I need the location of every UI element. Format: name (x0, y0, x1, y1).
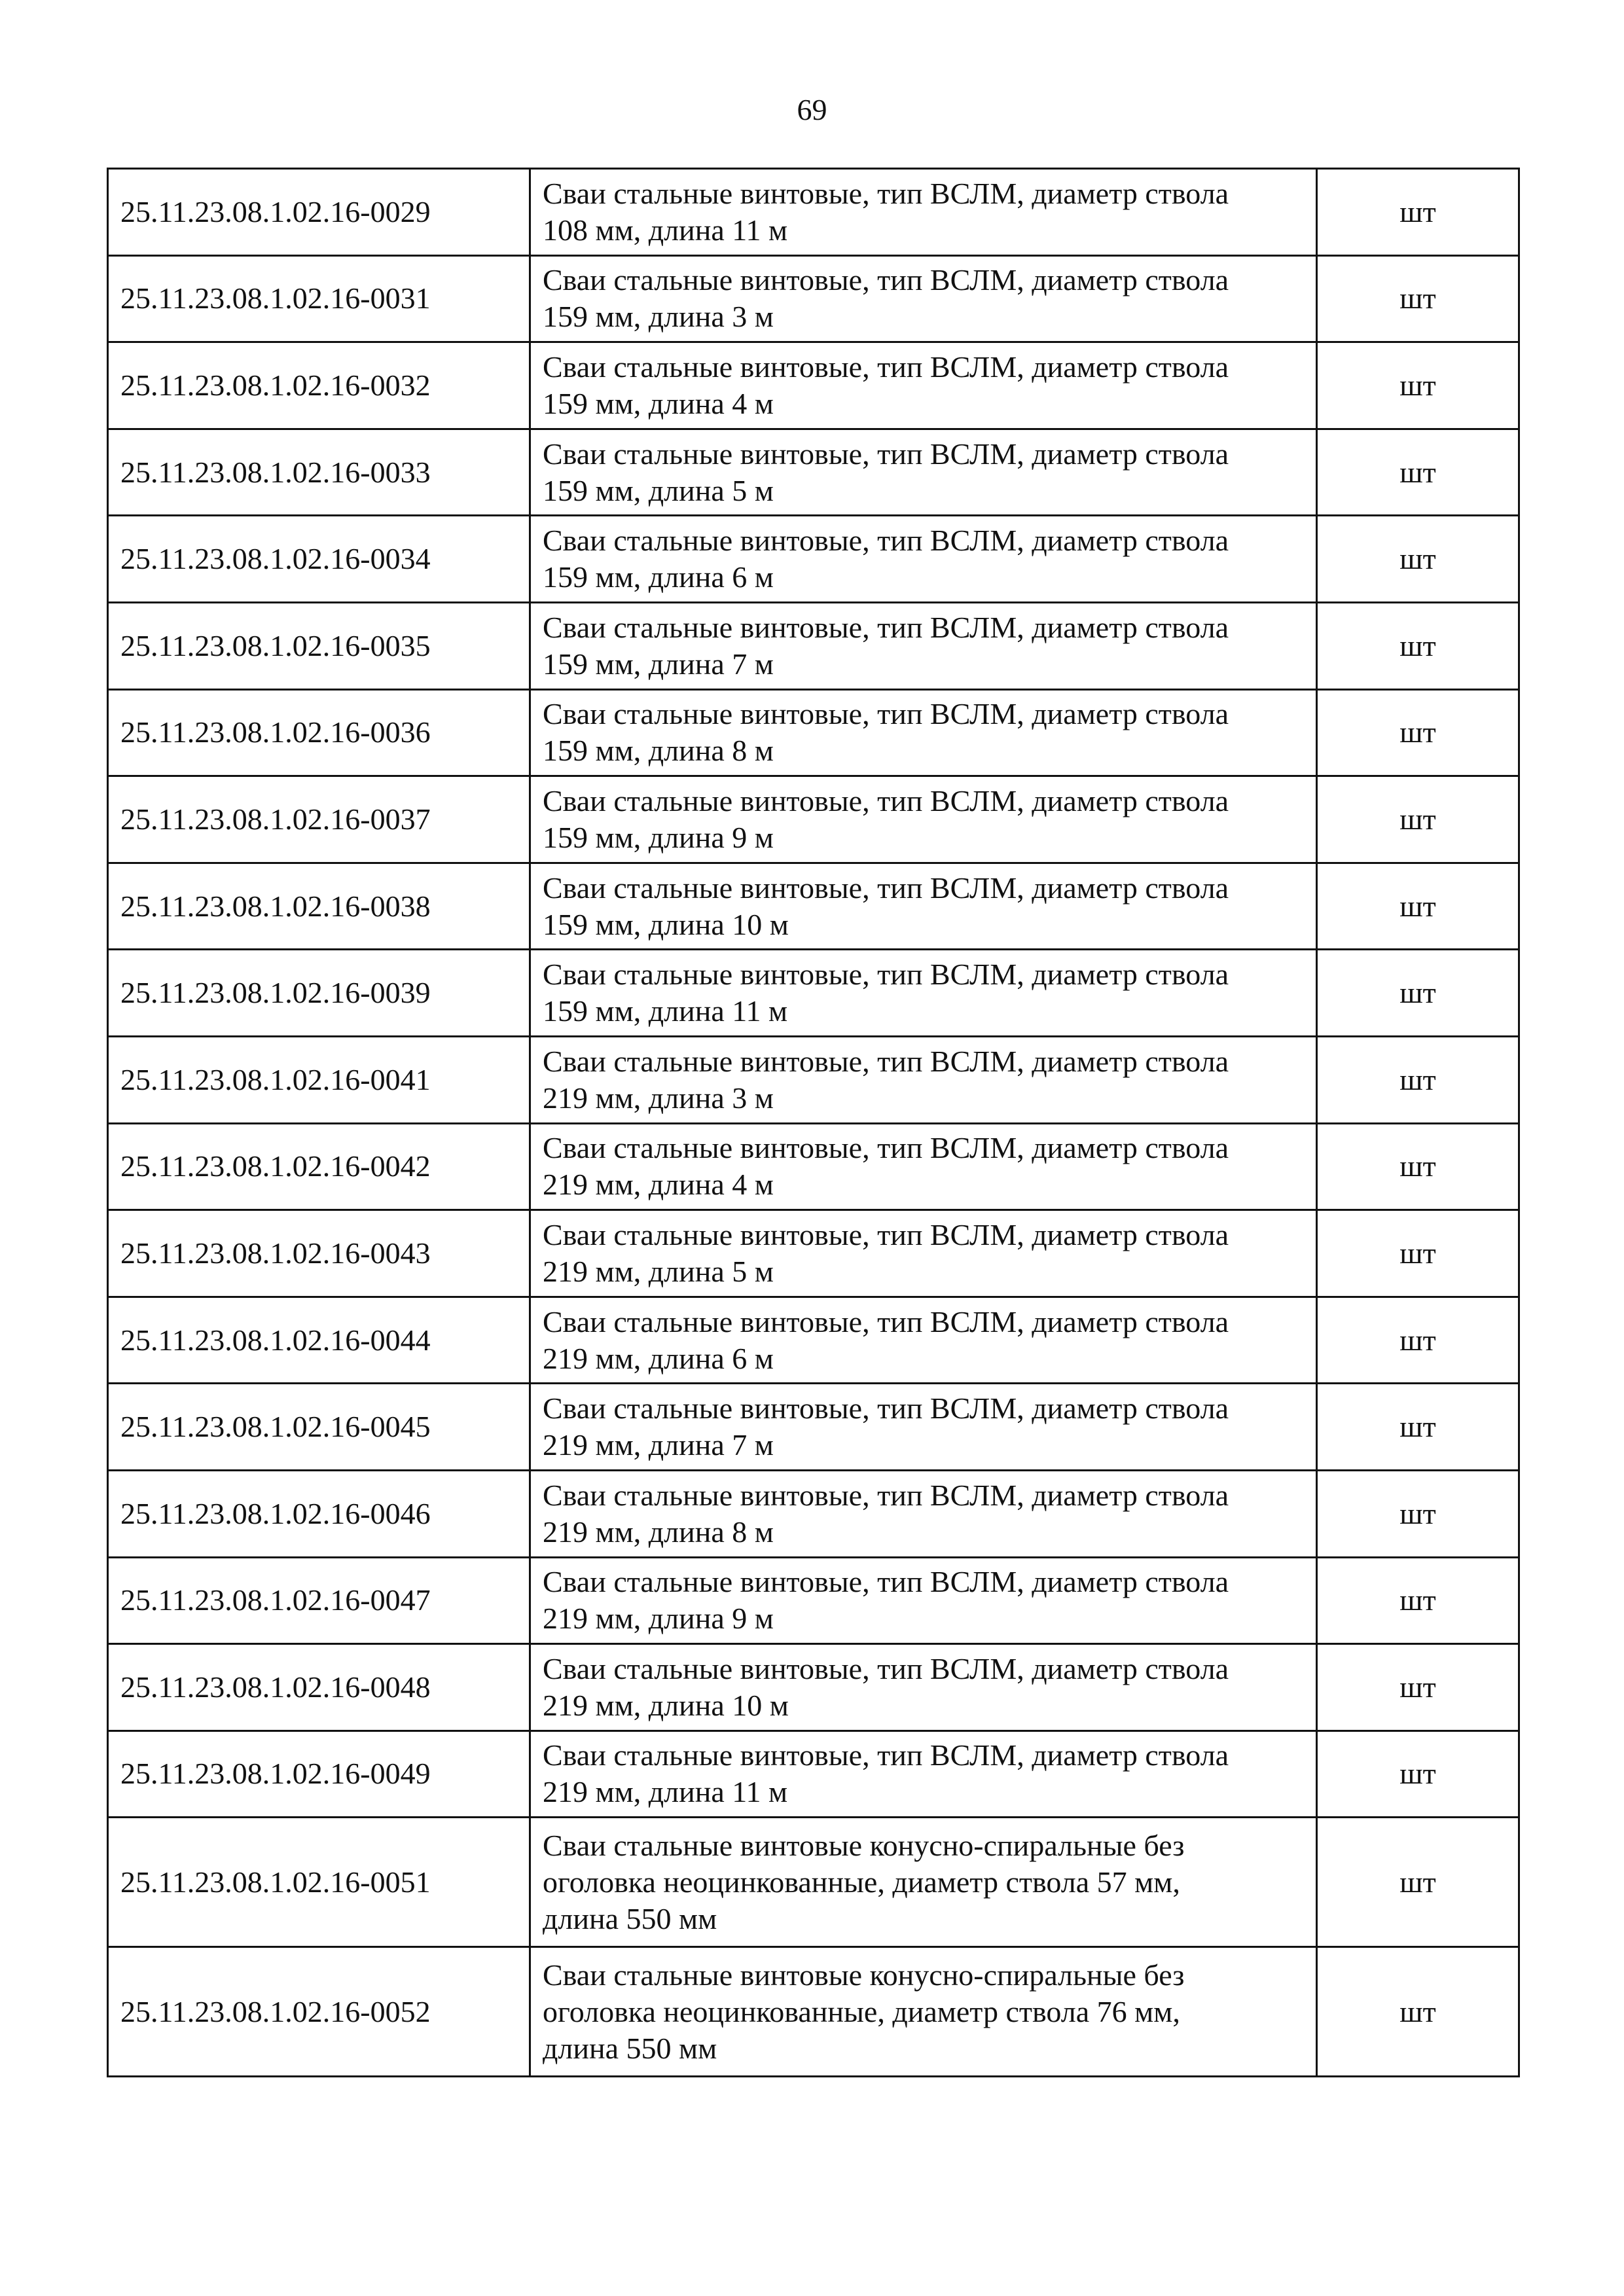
description-line: Сваи стальные винтовые, тип ВСЛМ, диаметр ствола (543, 1304, 1229, 1338)
description-line: оголовка неоцинкованные, диаметр ствола 57 мм, (543, 1865, 1180, 1899)
table-body (108, 169, 1519, 2077)
item-code: 25.11.23.08.1.02.16-0032 (108, 342, 530, 429)
item-code: 25.11.23.08.1.02.16-0052 (108, 1947, 530, 2077)
description-line: Сваи стальные винтовые, тип ВСЛМ, диаметр ствола (543, 1478, 1229, 1512)
description-line: 219 мм, длина 10 м (543, 1688, 789, 1722)
item-code: 25.11.23.08.1.02.16-0048 (108, 1644, 530, 1731)
description-line: длина 550 мм (543, 2031, 717, 2065)
item-description (530, 516, 1317, 603)
description-line: Сваи стальные винтовые, тип ВСЛМ, диаметр ствола (543, 524, 1229, 558)
item-description (530, 1384, 1317, 1471)
description-line: Сваи стальные винтовые конусно-спиральные без (543, 1828, 1185, 1862)
item-unit: шт (1317, 1297, 1519, 1384)
item-code: 25.11.23.08.1.02.16-0042 (108, 1123, 530, 1210)
item-code: 25.11.23.08.1.02.16-0033 (108, 429, 530, 516)
item-description (530, 1731, 1317, 1818)
item-unit: шт (1317, 1644, 1519, 1731)
item-description (530, 1947, 1317, 2077)
item-description (530, 950, 1317, 1037)
table-row (108, 1557, 1519, 1644)
description-line: Сваи стальные винтовые, тип ВСЛМ, диаметр ствола (543, 263, 1229, 297)
description-line: Сваи стальные винтовые, тип ВСЛМ, диаметр ствола (543, 1217, 1229, 1251)
item-code: 25.11.23.08.1.02.16-0045 (108, 1384, 530, 1471)
table-row (108, 776, 1519, 863)
item-code: 25.11.23.08.1.02.16-0044 (108, 1297, 530, 1384)
table-row (108, 1731, 1519, 1818)
description-line: Сваи стальные винтовые, тип ВСЛМ, диаметр ствола (543, 437, 1229, 471)
description-line: 219 мм, длина 6 м (543, 1341, 774, 1375)
table-row (108, 1210, 1519, 1297)
item-unit: шт (1317, 1123, 1519, 1210)
item-code: 25.11.23.08.1.02.16-0046 (108, 1470, 530, 1557)
item-description (530, 342, 1317, 429)
item-description (530, 429, 1317, 516)
table-row (108, 1036, 1519, 1123)
description-line: длина 550 мм (543, 1901, 717, 1935)
item-unit: шт (1317, 863, 1519, 950)
item-unit: шт (1317, 1731, 1519, 1818)
table-row (108, 1297, 1519, 1384)
description-line: 159 мм, длина 9 м (543, 820, 774, 854)
description-line: Сваи стальные винтовые конусно-спиральные без (543, 1958, 1185, 1992)
description-line: Сваи стальные винтовые, тип ВСЛМ, диаметр ствола (543, 350, 1229, 384)
item-unit: шт (1317, 1557, 1519, 1644)
item-code: 25.11.23.08.1.02.16-0029 (108, 169, 530, 256)
item-code: 25.11.23.08.1.02.16-0047 (108, 1557, 530, 1644)
description-line: Сваи стальные винтовые, тип ВСЛМ, диаметр ствола (543, 870, 1229, 905)
description-line: 219 мм, длина 9 м (543, 1602, 774, 1636)
item-unit: шт (1317, 429, 1519, 516)
item-unit: шт (1317, 169, 1519, 256)
item-description (530, 169, 1317, 256)
table-row (108, 1470, 1519, 1557)
table-row (108, 1818, 1519, 1947)
item-code: 25.11.23.08.1.02.16-0039 (108, 950, 530, 1037)
description-line: 219 мм, длина 5 м (543, 1254, 774, 1288)
item-unit: шт (1317, 516, 1519, 603)
item-description (530, 1557, 1317, 1644)
item-description (530, 255, 1317, 342)
item-code: 25.11.23.08.1.02.16-0035 (108, 602, 530, 689)
item-description (530, 863, 1317, 950)
table-row (108, 1644, 1519, 1731)
description-line: 159 мм, длина 4 м (543, 386, 774, 420)
description-line: Сваи стальные винтовые, тип ВСЛМ, диаметр ствола (543, 783, 1229, 817)
item-description (530, 776, 1317, 863)
item-code: 25.11.23.08.1.02.16-0036 (108, 689, 530, 776)
item-unit: шт (1317, 950, 1519, 1037)
item-code: 25.11.23.08.1.02.16-0034 (108, 516, 530, 603)
item-code: 25.11.23.08.1.02.16-0043 (108, 1210, 530, 1297)
item-description (530, 1644, 1317, 1731)
description-line: 159 мм, длина 11 м (543, 994, 788, 1028)
item-unit: шт (1317, 602, 1519, 689)
description-line: Сваи стальные винтовые, тип ВСЛМ, диаметр ствола (543, 1651, 1229, 1685)
item-description (530, 602, 1317, 689)
item-description (530, 1297, 1317, 1384)
table-row (108, 689, 1519, 776)
description-line: Сваи стальные винтовые, тип ВСЛМ, диаметр ствола (543, 1738, 1229, 1772)
item-unit: шт (1317, 1818, 1519, 1947)
description-line: 219 мм, длина 7 м (543, 1428, 774, 1462)
table-row (108, 1947, 1519, 2077)
description-line: Сваи стальные винтовые, тип ВСЛМ, диаметр ствола (543, 176, 1229, 210)
description-line: Сваи стальные винтовые, тип ВСЛМ, диаметр ствола (543, 697, 1229, 731)
item-unit: шт (1317, 1470, 1519, 1557)
description-line: Сваи стальные винтовые, тип ВСЛМ, диаметр ствола (543, 1391, 1229, 1426)
description-line: 159 мм, длина 5 м (543, 473, 774, 507)
item-unit: шт (1317, 1210, 1519, 1297)
item-code: 25.11.23.08.1.02.16-0031 (108, 255, 530, 342)
items-table (107, 168, 1520, 2077)
table-row (108, 429, 1519, 516)
item-description (530, 1123, 1317, 1210)
table-row (108, 863, 1519, 950)
item-description (530, 1036, 1317, 1123)
item-description (530, 1470, 1317, 1557)
item-code: 25.11.23.08.1.02.16-0037 (108, 776, 530, 863)
item-description (530, 1210, 1317, 1297)
description-line: Сваи стальные винтовые, тип ВСЛМ, диаметр ствола (543, 610, 1229, 644)
item-unit: шт (1317, 1036, 1519, 1123)
item-code: 25.11.23.08.1.02.16-0049 (108, 1731, 530, 1818)
description-line: Сваи стальные винтовые, тип ВСЛМ, диаметр ствола (543, 958, 1229, 992)
description-line: 219 мм, длина 3 м (543, 1081, 774, 1115)
table-row (108, 950, 1519, 1037)
table-row (108, 342, 1519, 429)
table-row (108, 1384, 1519, 1471)
item-unit: шт (1317, 342, 1519, 429)
description-line: Сваи стальные винтовые, тип ВСЛМ, диаметр ствола (543, 1131, 1229, 1165)
page-number: 69 (797, 93, 827, 126)
item-code: 25.11.23.08.1.02.16-0038 (108, 863, 530, 950)
item-description (530, 1818, 1317, 1947)
table-row (108, 169, 1519, 256)
description-line: 159 мм, длина 6 м (543, 560, 774, 594)
table-row (108, 516, 1519, 603)
item-unit: шт (1317, 1384, 1519, 1471)
item-unit: шт (1317, 776, 1519, 863)
description-line: 159 мм, длина 8 м (543, 734, 774, 768)
item-code: 25.11.23.08.1.02.16-0041 (108, 1036, 530, 1123)
description-line: 108 мм, длина 11 м (543, 213, 788, 247)
item-description (530, 689, 1317, 776)
table-row (108, 255, 1519, 342)
description-line: Сваи стальные винтовые, тип ВСЛМ, диаметр ствола (543, 1044, 1229, 1078)
item-unit: шт (1317, 689, 1519, 776)
description-line: 219 мм, длина 11 м (543, 1775, 788, 1809)
table-row (108, 602, 1519, 689)
description-line: 159 мм, длина 3 м (543, 300, 774, 334)
description-line: 219 мм, длина 8 м (543, 1515, 774, 1549)
item-unit: шт (1317, 255, 1519, 342)
description-line: оголовка неоцинкованные, диаметр ствола 76 мм, (543, 1994, 1180, 2028)
description-line: 159 мм, длина 10 м (543, 907, 789, 941)
item-code: 25.11.23.08.1.02.16-0051 (108, 1818, 530, 1947)
table-row (108, 1123, 1519, 1210)
description-line: 159 мм, длина 7 м (543, 647, 774, 681)
description-line: Сваи стальные винтовые, тип ВСЛМ, диаметр ствола (543, 1565, 1229, 1599)
item-unit: шт (1317, 1947, 1519, 2077)
description-line: 219 мм, длина 4 м (543, 1168, 774, 1202)
